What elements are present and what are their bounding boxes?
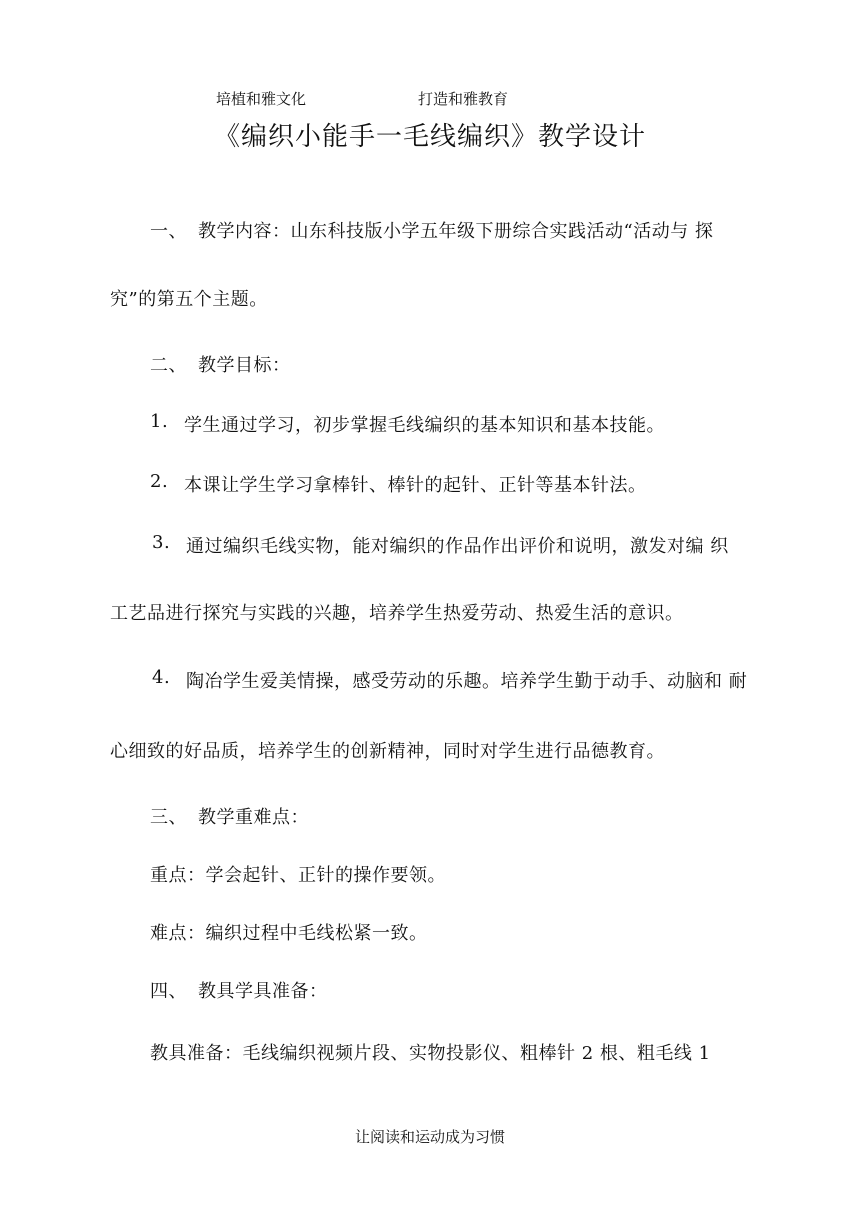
goal-1-number: 1. (150, 411, 169, 432)
key-point-text: 重点：学会起针、正针的操作要领。 (150, 865, 446, 886)
section-2-heading: 教学目标： (198, 355, 291, 376)
section-3-number: 三、 (150, 807, 187, 828)
section-2-number: 二、 (150, 355, 187, 376)
goal-3-line-2: 工艺品进行探究与实践的兴趣，培养学生热爱劳动、热爱生活的意识。 (110, 603, 684, 624)
difficulty-text: 难点：编织过程中毛线松紧一致。 (150, 923, 428, 944)
section-1-line-2: 究”的第五个主题。 (110, 289, 268, 310)
section-1-line-1: 教学内容：山东科技版小学五年级下册综合实践活动“活动与 探 (198, 221, 714, 242)
footer-slogan: 让阅读和运动成为习惯 (354, 1128, 505, 1146)
goal-3-line-1: 通过编织毛线实物，能对编织的作品作出评价和说明，激发对编 织 (186, 536, 729, 557)
section-3-heading: 教学重难点： (198, 807, 309, 828)
header-slogan-right: 打造和雅教育 (418, 90, 509, 108)
goal-4-line-2: 心细致的好品质，培养学生的创新精神，同时对学生进行品德教育。 (110, 741, 665, 762)
header-slogan-left: 培植和雅文化 (216, 90, 307, 108)
section-1-number: 一、 (150, 221, 187, 242)
goal-2-number: 2. (150, 471, 169, 492)
goal-4-line-1: 陶冶学生爱美情操，感受劳动的乐趣。培养学生勤于动手、动脑和 耐 (186, 671, 748, 692)
goal-3-number: 3. (152, 532, 171, 553)
teaching-aids-text: 教具准备：毛线编织视频片段、实物投影仪、粗棒针 2 根、粗毛线 1 (150, 1043, 711, 1064)
goal-4-number: 4. (152, 667, 171, 688)
goal-2-text: 本课让学生学习拿棒针、棒针的起针、正针等基本针法。 (184, 475, 647, 496)
section-4-number: 四、 (150, 981, 187, 1002)
goal-1-text: 学生通过学习，初步掌握毛线编织的基本知识和基本技能。 (184, 415, 665, 436)
document-title: 《编织小能手一毛线编织》教学设计 (213, 122, 646, 152)
section-4-heading: 教具学具准备： (198, 981, 328, 1002)
